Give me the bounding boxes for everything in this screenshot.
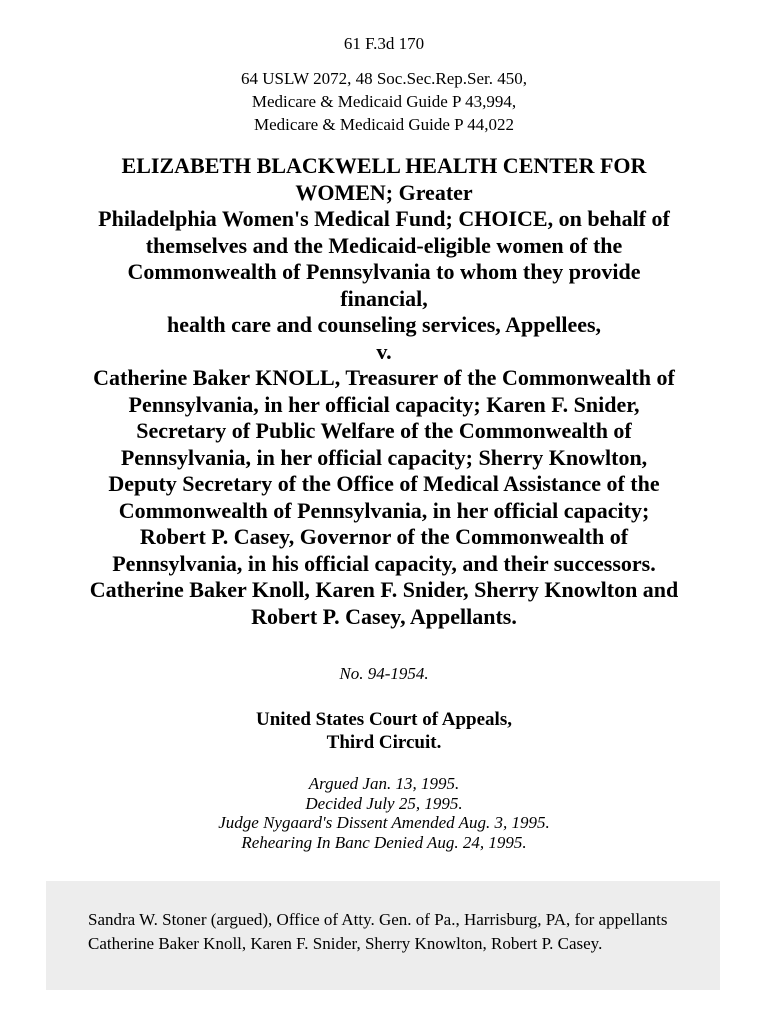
date-line: Decided July 25, 1995. (305, 793, 463, 813)
caption-line: Commonwealth of Pennsylvania to whom they provide (127, 259, 641, 284)
caption-line: WOMEN; Greater (295, 179, 473, 205)
caption-line: Secretary of Public Welfare of the Commonwealth of (136, 418, 632, 443)
caption-line: Catherine Baker Knoll, Karen F. Snider, Sherry Knowlton and (89, 577, 679, 602)
date-line: Judge Nygaard's Dissent Amended Aug. 3, 1995. (218, 813, 550, 832)
parallel-citation-line: Medicare & Medicaid Guide P 43,994, (251, 92, 517, 111)
caption-line: Philadelphia Women's Medical Fund; CHOICE, on behalf of (98, 206, 670, 231)
court-line: United States Court of Appeals, (256, 709, 512, 730)
caption-line: Pennsylvania, in his official capacity, and their successors. (112, 550, 656, 576)
date-line: Rehearing In Banc Denied Aug. 24, 1995. (241, 832, 527, 852)
caption-line: ELIZABETH BLACKWELL HEALTH CENTER FOR (121, 153, 647, 178)
docket-number: No. 94-1954. (339, 664, 429, 683)
date-line: Argued Jan. 13, 1995. (308, 774, 460, 793)
caption-line: themselves and the Medicaid-eligible women of the (145, 232, 623, 258)
caption-line: Pennsylvania, in her official capacity; Karen F. Snider, (128, 391, 640, 417)
caption-line: Catherine Baker KNOLL, Treasurer of the Commonwealth of (93, 365, 675, 390)
caption-line: Deputy Secretary of the Office of Medical Assistance of the (108, 471, 660, 496)
caption-line: Robert P. Casey, Governor of the Commonwealth of (139, 524, 629, 549)
caption-line: Robert P. Casey, Appellants. (251, 603, 517, 629)
case-caption (0, 153, 768, 630)
citation-main: 61 F.3d 170 (343, 34, 425, 53)
caption-line: Commonwealth of Pennsylvania, in her official capacity; (118, 497, 650, 523)
parallel-citation-line: Medicare & Medicaid Guide P 44,022 (254, 115, 514, 134)
parallel-citation-line: 64 USLW 2072, 48 Soc.Sec.Rep.Ser. 450, (241, 69, 527, 88)
caption-line: v. (376, 338, 392, 364)
court-name (0, 708, 768, 754)
caption-line: health care and counseling services, Appellees, (166, 312, 602, 337)
counsel-box (46, 881, 720, 990)
parallel-citations (0, 67, 768, 136)
procedural-dates (0, 774, 768, 852)
court-line: Third Circuit. (326, 732, 442, 753)
caption-line: Pennsylvania, in her official capacity; Sherry Knowlton, (120, 444, 648, 470)
counsel-text: Sandra W. Stoner (argued), Office of Atty. Gen. of Pa., Harrisburg, PA, for appellants Catherine Baker Knoll, Karen F. Snider, Sherry Knowlton, Robert P. Casey. (88, 910, 668, 953)
caption-line: financial, (340, 285, 428, 311)
